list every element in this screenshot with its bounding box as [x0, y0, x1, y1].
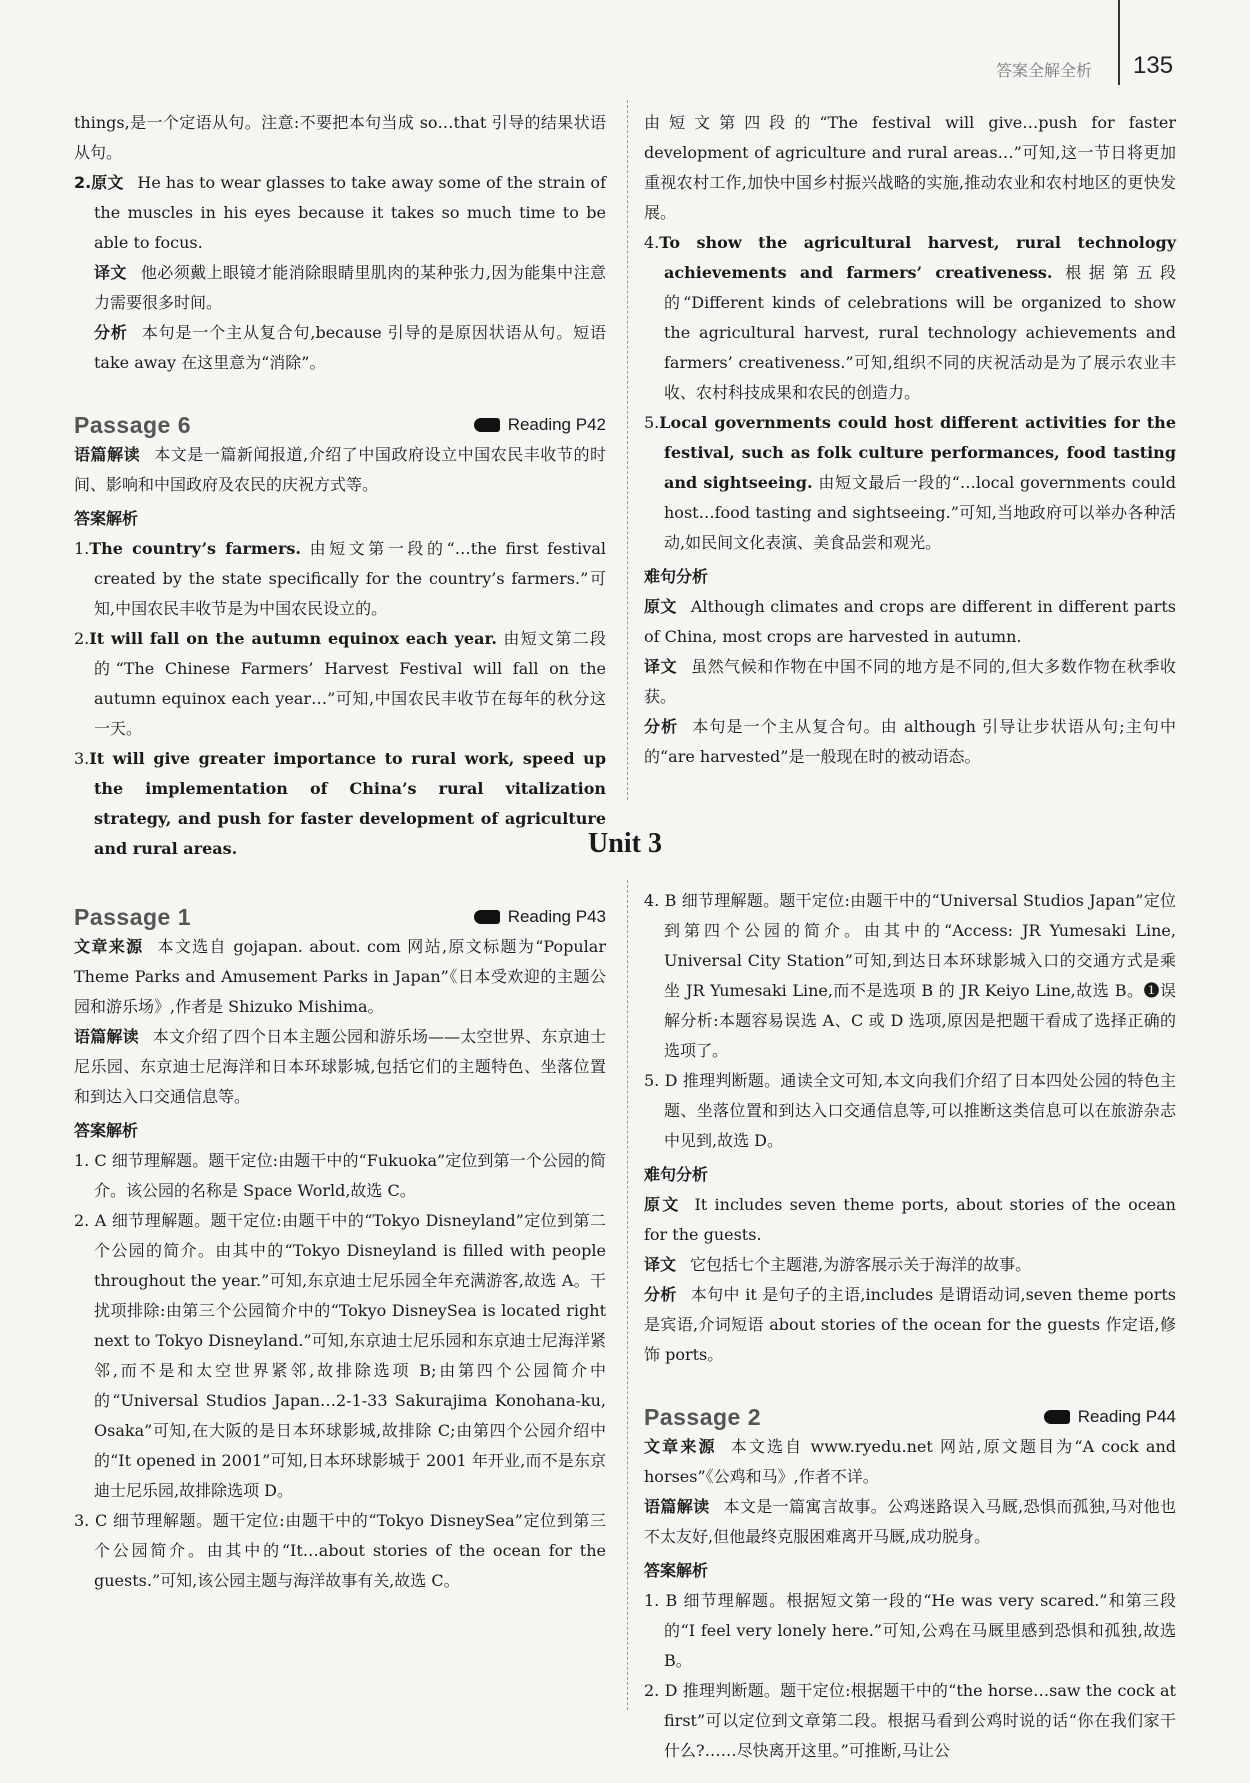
bottom-left-column	[74, 886, 606, 1596]
answer-explanation: 由短文第二段的“The Chinese Farmers’ Harvest Festival will fall on the autumn equinox each year…”可知,中国农民丰收节在每年的秋分这一天。	[94, 629, 606, 738]
original-text: It includes seven theme ports, about stories of the ocean for the guests.	[644, 1195, 1176, 1244]
passage6-reading-ref-text: Reading P42	[507, 415, 606, 434]
p6-answer-3-cont	[644, 108, 1176, 228]
answer-key: It will give greater importance to rural work, speed up the implementation of China’s rural vitalization strategy, and push for faster development of agriculture and rural areas.	[89, 749, 606, 858]
header-section-title: 答案全解全析	[996, 61, 1093, 80]
page-number: 135	[1133, 52, 1174, 79]
answer-number: 2.	[74, 629, 90, 648]
analysis-label: 分析	[94, 323, 128, 342]
p1-answer-4: 4. B 细节理解题。题干定位:由题干中的“Universal Studios Japan”定位到第四个公园的简介。由其中的“Access: JR Yumesaki Line, Universal City Station”可知,到达日本环球影城入口的交通方式是乘坐 JR Yumesaki Line,而不是选项 B 的 JR Keiyo Line,故选 B。❶误解分析:本题容易误选 A、C 或 D 选项,原因是把题干看成了选择正确的选项了。	[644, 891, 1176, 1060]
translation-text: 他必须戴上眼镜才能消除眼睛里肌肉的某种张力,因为能集中注意力需要很多时间。	[94, 263, 606, 312]
summary-label: 语篇解读	[644, 1497, 710, 1516]
original-label: 原文	[644, 1195, 681, 1214]
passage6-title: Passage 6	[74, 412, 192, 438]
p2-answer-2: 2. D 推理判断题。题干定位:根据题干中的“the horse…saw the cock at first”可以定位到文章第二段。根据马看到公鸡时说的话“你在我们家干什么?……尽快离开这里。”可推断,马让公	[644, 1681, 1176, 1760]
answer-number: 4.	[644, 233, 660, 252]
continued-text: things,是一个定语从句。注意:不要把本句当成 so…that 引导的结果状语从句。	[74, 113, 606, 162]
header-divider	[1118, 0, 1120, 85]
original-label: 原文	[644, 597, 677, 616]
p6-answer-2	[74, 624, 606, 744]
passage1-title: Passage 1	[74, 904, 192, 930]
passage1-reading-ref-text: Reading P43	[507, 907, 606, 926]
answer-explanation: 由短文第一段的“…the first festival created by the state specifically for the country’s farmers.”可知,中国农民丰收节是为中国农民设立的。	[94, 539, 606, 618]
pointing-hand-icon	[474, 418, 500, 432]
passage1-answers-title: 答案解析	[74, 1121, 139, 1140]
column-divider-bottom	[627, 880, 628, 1710]
item2-original	[74, 168, 606, 258]
p1-answer-1: 1. C 细节理解题。题干定位:由题干中的“Fukuoka”定位到第一个公园的简介。该公园的名称是 Space World,故选 C。	[74, 1151, 606, 1200]
item2-translation	[74, 258, 606, 318]
p1-orig	[644, 1190, 1176, 1250]
answer-number: 1.	[74, 539, 90, 558]
passage2-title: Passage 2	[644, 1404, 762, 1430]
p1-answer-3: 3. C 细节理解题。题干定位:由题干中的“Tokyo DisneySea”定位到第三个公园简介。由其中的“It…about stories of the ocean for the guests.”可知,该公园主题与海洋故事有关,故选 C。	[74, 1511, 606, 1590]
p1-answer-5: 5. D 推理判断题。通读全文可知,本文向我们介绍了日本四处公园的特色主题、坐落位置和到达入口交通信息等,可以推断这类信息可以在旅游杂志中见到,故选 D。	[644, 1071, 1176, 1150]
answer-number: 3.	[74, 749, 90, 768]
p1-answer-2: 2. A 细节理解题。题干定位:由题干中的“Tokyo Disneyland”定位到第二个公园的简介。由其中的“Tokyo Disneyland is filled with people throughout the year.”可知,东京迪士尼乐园全年充满游客,故选 A。干扰项排除:由第三个公园简介中的“Tokyo DisneySea is located right next to Tokyo Disneyland.”可知,东京迪士尼乐园和东京迪士尼海洋紧邻,而不是和太空世界紧邻,故排除选项 B;由第四个公园简介中的“Universal Studios Japan…2-1-33 Sakurajima Konohana-ku, Osaka”可知,在大阪的是日本环球影城,故排除 C;由第四个公园介绍中的“It opened in 2001”可知,日本环球影城于 2001 年开业,而不是东京迪士尼乐园,故排除选项 D。	[74, 1211, 606, 1500]
original-label: 2.原文	[74, 173, 124, 192]
p6-answer-5	[644, 408, 1176, 558]
passage2-reading-ref	[1044, 1402, 1176, 1432]
summary-text: 本文是一篇新闻报道,介绍了中国政府设立中国农民丰收节的时间、影响和中国政府及农民的庆祝方式等。	[74, 445, 606, 494]
original-text: Although climates and crops are different in different parts of China, most crops are harvested in autumn.	[644, 597, 1176, 646]
answer-explanation: 根据第五段的“Different kinds of celebrations will be organized to show the agricultural harvest, rural technology achievements and farmers’ creativeness.”可知,组织不同的庆祝活动是为了展示农业丰收、农村科技成果和农民的创造力。	[664, 263, 1176, 402]
p6-trans	[644, 652, 1176, 712]
pointing-hand-icon	[1044, 1410, 1070, 1424]
summary-text: 本文介绍了四个日本主题公园和游乐场——太空世界、东京迪士尼乐园、东京迪士尼海洋和日本环球影城,包括它们的主题特色、坐落位置和到达入口交通信息等。	[74, 1027, 606, 1106]
analysis-text: 本句是一个主从复合句,because 引导的是原因状语从句。短语 take away 在这里意为“消除”。	[94, 323, 606, 372]
top-left-column	[74, 108, 606, 864]
passage6-summary	[74, 440, 606, 500]
bottom-right-column	[644, 886, 1176, 1766]
answer-explanation: 由短文第四段的“The festival will give…push for faster development of agriculture and rural areas…”可知,这一节日将更加重视农村工作,加快中国乡村振兴战略的实施,推动农业和农村地区的更快发展。	[644, 113, 1176, 222]
passage1-source	[74, 932, 606, 1022]
p6-difficult-title: 难句分析	[644, 567, 709, 586]
answer-key: The country’s farmers.	[89, 539, 301, 558]
p6-orig	[644, 592, 1176, 652]
answer-key: To show the agricultural harvest, rural technology achievements and farmers’ creativeness.	[659, 233, 1176, 282]
summary-text: 本文是一篇寓言故事。公鸡迷路误入马厩,恐惧而孤独,马对他也不太友好,但他最终克服困难离开马厩,成功脱身。	[644, 1497, 1176, 1546]
p6-anal	[644, 712, 1176, 772]
passage6-answers-title: 答案解析	[74, 509, 139, 528]
p1-trans	[644, 1250, 1176, 1280]
answer-key: Local governments could host different activities for the festival, such as folk culture performances, food tasting and sightseeing.	[659, 413, 1176, 492]
analysis-text: 本句是一个主从复合句。由 although 引导让步状语从句;主句中的“are harvested”是一般现在时的被动语态。	[644, 717, 1176, 766]
summary-label: 语篇解读	[74, 445, 141, 464]
passage1-header	[74, 886, 606, 932]
p1-difficult-title: 难句分析	[644, 1165, 709, 1184]
passage2-reading-ref-text: Reading P44	[1077, 1407, 1176, 1426]
answer-key: It will fall on the autumn equinox each year.	[89, 629, 497, 648]
column-divider-top	[627, 100, 628, 800]
original-text: He has to wear glasses to take away some of the strain of the muscles in his eyes because it takes so much time to be able to focus.	[94, 173, 606, 252]
source-label: 文章来源	[74, 937, 144, 956]
source-label: 文章来源	[644, 1437, 717, 1456]
passage1-reading-ref	[474, 902, 606, 932]
p2-answer-1: 1. B 细节理解题。根据短文第一段的“He was very scared.”和第三段的“I feel very lonely here.”可知,公鸡在马厩里感到恐惧和孤独,故选 B。	[644, 1591, 1176, 1670]
source-text: 本文选自 gojapan. about. com 网站,原文标题为“Popular Theme Parks and Amusement Parks in Japan”《日本受欢迎的主题公园和游乐场》,作者是 Shizuko Mishima。	[74, 937, 606, 1016]
answer-number: 5.	[644, 413, 660, 432]
summary-label: 语篇解读	[74, 1027, 139, 1046]
passage2-header	[644, 1386, 1176, 1432]
analysis-text: 本句中 it 是句子的主语,includes 是谓语动词,seven theme ports 是宾语,介词短语 about stories of the ocean for the guests 作定语,修饰 ports。	[644, 1285, 1176, 1364]
analysis-label: 分析	[644, 1285, 677, 1304]
translation-text: 虽然气候和作物在中国不同的地方是不同的,但大多数作物在秋季收获。	[644, 657, 1176, 706]
translation-label: 译文	[94, 263, 127, 282]
passage6-reading-ref	[474, 410, 606, 440]
p6-answer-4	[644, 228, 1176, 408]
unit-title: Unit 3	[588, 828, 662, 859]
passage2-summary	[644, 1492, 1176, 1552]
passage6-header	[74, 394, 606, 440]
passage2-source	[644, 1432, 1176, 1492]
translation-text: 它包括七个主题港,为游客展示关于海洋的故事。	[690, 1255, 1032, 1274]
item2-analysis	[74, 318, 606, 378]
pointing-hand-icon	[474, 910, 500, 924]
passage1-summary	[74, 1022, 606, 1112]
answer-explanation: 由短文最后一段的“…local governments could host…food tasting and sightseeing.”可知,当地政府可以举办各种活动,如民间文化表演、美食品尝和观光。	[664, 473, 1177, 552]
p6-answer-1	[74, 534, 606, 624]
source-text: 本文选自 www.ryedu.net 网站,原文题目为“A cock and horses”《公鸡和马》,作者不详。	[644, 1437, 1176, 1486]
analysis-label: 分析	[644, 717, 679, 736]
p1-anal	[644, 1280, 1176, 1370]
top-right-column	[644, 108, 1176, 772]
translation-label: 译文	[644, 657, 678, 676]
translation-label: 译文	[644, 1255, 677, 1274]
passage2-answers-title: 答案解析	[644, 1561, 709, 1580]
